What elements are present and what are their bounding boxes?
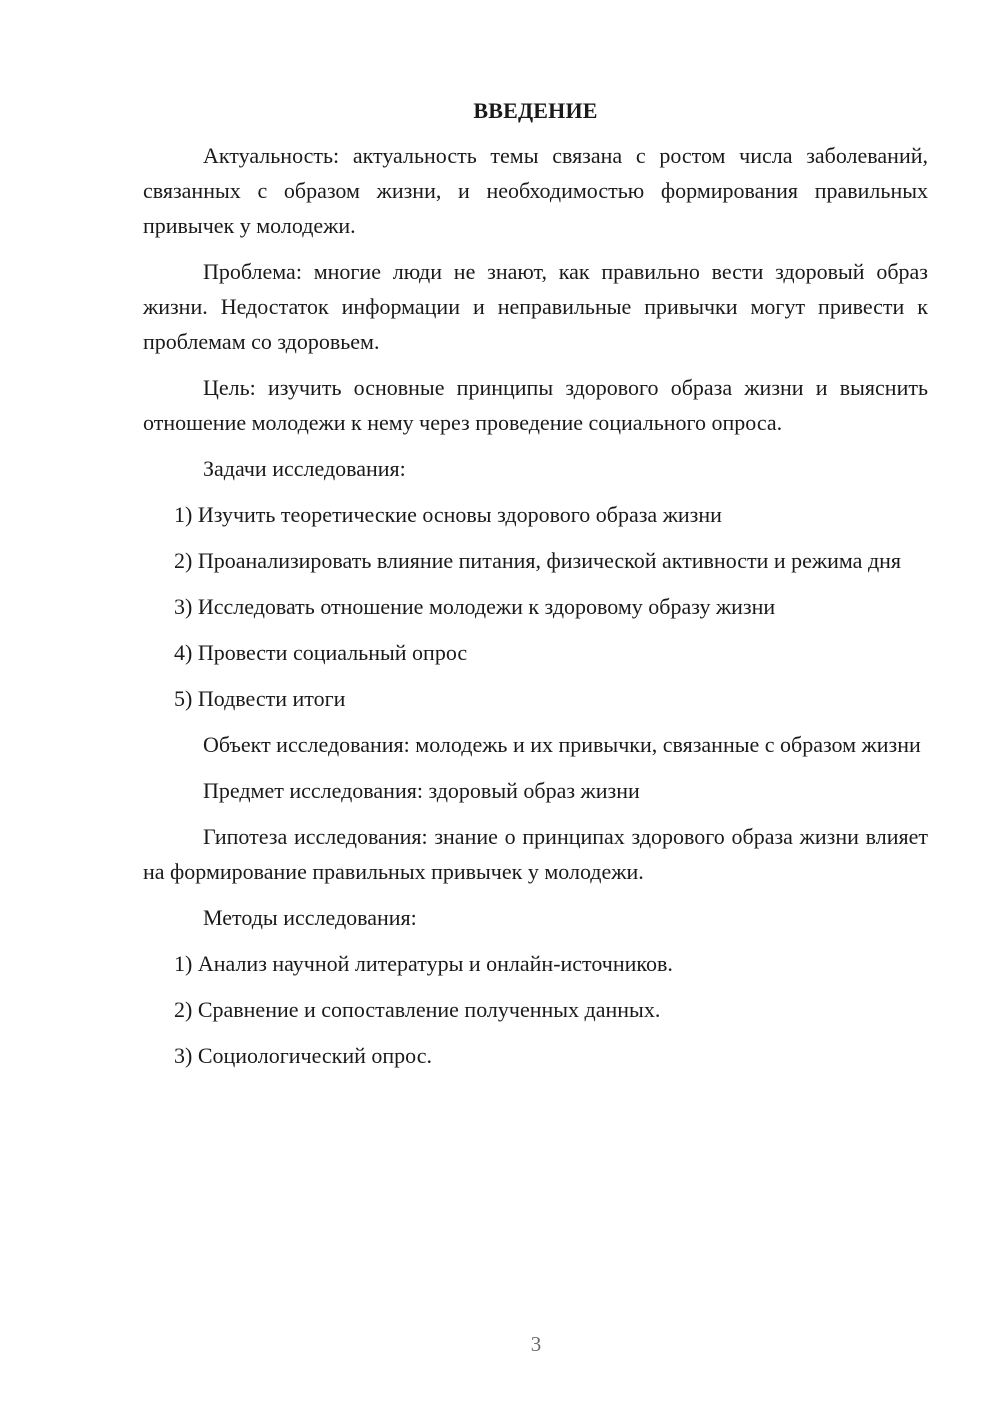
paragraph-goal: Цель: изучить основные принципы здорового образа жизни и выяснить отношение молодежи к нему через проведение социального опроса.	[143, 375, 928, 435]
page-number: 3	[530, 1332, 542, 1356]
method-item-3: 3) Социологический опрос.	[174, 1043, 432, 1068]
method-item-1: 1) Анализ научной литературы и онлайн-источников.	[174, 951, 673, 976]
methods-heading: Методы исследования:	[203, 905, 417, 930]
paragraph-hypothesis: Гипотеза исследования: знание о принципах здорового образа жизни влияет на формирование правильных привычек у молодежи.	[143, 824, 928, 884]
method-item-2: 2) Сравнение и сопоставление полученных данных.	[174, 997, 661, 1022]
task-item-5: 5) Подвести итоги	[174, 686, 346, 711]
document-page	[143, 96, 928, 1084]
paragraph-problem: Проблема: многие люди не знают, как правильно вести здоровый образ жизни. Недостаток информации и неправильные привычки могут привести к проблемам со здоровьем.	[143, 259, 928, 354]
task-item-1: 1) Изучить теоретические основы здорового образа жизни	[174, 502, 722, 527]
page-title: ВВЕДЕНИЕ	[473, 98, 598, 123]
paragraph-subject: Предмет исследования: здоровый образ жизни	[203, 778, 640, 803]
paragraph-relevance: Актуальность: актуальность темы связана с ростом числа заболеваний, связанных с образом жизни, и необходимостью формирования правильных привычек у молодежи.	[143, 143, 928, 238]
paragraph-object: Объект исследования: молодежь и их привычки, связанные с образом жизни	[203, 732, 921, 757]
task-item-2: 2) Проанализировать влияние питания, физической активности и режима дня	[174, 548, 902, 573]
tasks-heading: Задачи исследования:	[203, 456, 406, 481]
task-item-3: 3) Исследовать отношение молодежи к здоровому образу жизни	[174, 594, 776, 619]
task-item-4: 4) Провести социальный опрос	[174, 640, 468, 665]
